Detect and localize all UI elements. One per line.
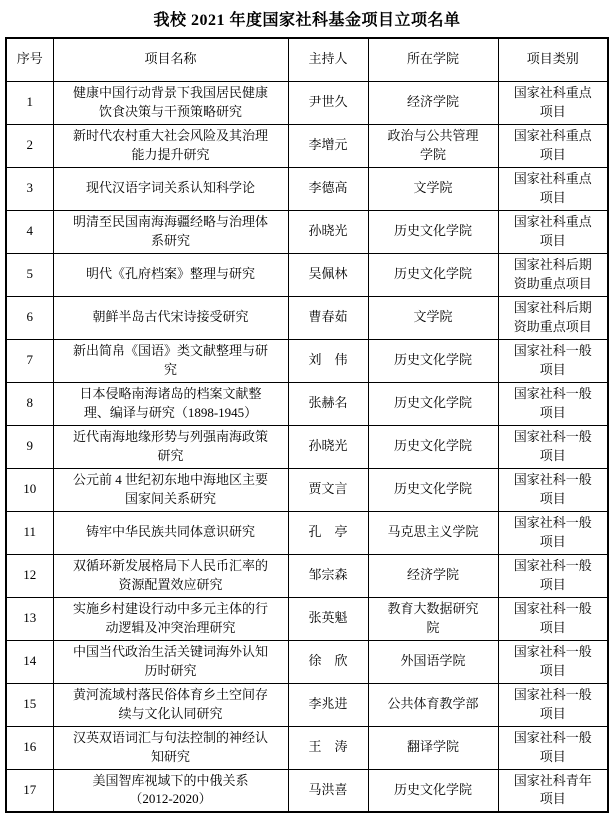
row-number-cell: 16 (6, 726, 53, 769)
project-category-cell: 国家社科一般项目 (498, 683, 608, 726)
table-row (6, 382, 608, 425)
project-leader-cell: 徐 欣 (288, 640, 368, 683)
table-header-row (6, 38, 608, 81)
table-row (6, 726, 608, 769)
table-body (6, 81, 608, 812)
row-number-cell: 10 (6, 468, 53, 511)
project-category-cell: 国家社科一般项目 (498, 425, 608, 468)
college-cell: 历史文化学院 (368, 468, 498, 511)
college-cell: 翻译学院 (368, 726, 498, 769)
table-row (6, 640, 608, 683)
project-category-cell: 国家社科一般项目 (498, 640, 608, 683)
project-leader-cell: 张英魁 (288, 597, 368, 640)
college-cell: 公共体育教学部 (368, 683, 498, 726)
college-cell: 外国语学院 (368, 640, 498, 683)
project-category-cell: 国家社科一般项目 (498, 339, 608, 382)
row-number-cell: 6 (6, 296, 53, 339)
row-number-cell: 5 (6, 253, 53, 296)
project-name-cell: 日本侵略南海诸岛的档案文献整理、编译与研究（1898-1945） (53, 382, 288, 425)
project-leader-cell: 吴佩林 (288, 253, 368, 296)
project-name-cell: 朝鲜半岛古代宋诗接受研究 (53, 296, 288, 339)
row-number-cell: 9 (6, 425, 53, 468)
project-category-cell: 国家社科后期资助重点项目 (498, 296, 608, 339)
project-name-cell: 新出简帛《国语》类文献整理与研究 (53, 339, 288, 382)
project-category-cell: 国家社科一般项目 (498, 554, 608, 597)
header-name: 项目名称 (53, 38, 288, 81)
row-number-cell: 13 (6, 597, 53, 640)
table-row (6, 339, 608, 382)
table-row (6, 468, 608, 511)
project-leader-cell: 孙晓光 (288, 425, 368, 468)
college-cell: 历史文化学院 (368, 425, 498, 468)
table-row (6, 554, 608, 597)
row-number-cell: 8 (6, 382, 53, 425)
table-row (6, 167, 608, 210)
project-name-cell: 实施乡村建设行动中多元主体的行动逻辑及冲突治理研究 (53, 597, 288, 640)
project-leader-cell: 张赫名 (288, 382, 368, 425)
college-cell: 经济学院 (368, 81, 498, 124)
row-number-cell: 15 (6, 683, 53, 726)
college-cell: 历史文化学院 (368, 382, 498, 425)
project-name-cell: 现代汉语字词关系认知科学论 (53, 167, 288, 210)
project-category-cell: 国家社科重点项目 (498, 81, 608, 124)
project-category-cell: 国家社科青年项目 (498, 769, 608, 812)
project-leader-cell: 贾文言 (288, 468, 368, 511)
project-category-cell: 国家社科重点项目 (498, 210, 608, 253)
project-table (5, 37, 609, 813)
header-leader: 主持人 (288, 38, 368, 81)
project-name-cell: 中国当代政治生活关键词海外认知历时研究 (53, 640, 288, 683)
project-name-cell: 汉英双语词汇与句法控制的神经认知研究 (53, 726, 288, 769)
college-cell: 历史文化学院 (368, 339, 498, 382)
project-leader-cell: 刘 伟 (288, 339, 368, 382)
table-row (6, 769, 608, 812)
row-number-cell: 17 (6, 769, 53, 812)
project-category-cell: 国家社科一般项目 (498, 597, 608, 640)
project-leader-cell: 李兆进 (288, 683, 368, 726)
project-leader-cell: 马洪喜 (288, 769, 368, 812)
header-no: 序号 (6, 38, 53, 81)
college-cell: 文学院 (368, 167, 498, 210)
project-category-cell: 国家社科一般项目 (498, 468, 608, 511)
row-number-cell: 1 (6, 81, 53, 124)
college-cell: 政治与公共管理学院 (368, 124, 498, 167)
project-category-cell: 国家社科重点项目 (498, 167, 608, 210)
project-name-cell: 公元前 4 世纪初东地中海地区主要国家间关系研究 (53, 468, 288, 511)
project-name-cell: 黄河流域村落民俗体育乡土空间存续与文化认同研究 (53, 683, 288, 726)
project-leader-cell: 曹春茹 (288, 296, 368, 339)
page-title: 我校 2021 年度国家社科基金项目立项名单 (153, 12, 461, 29)
project-category-cell: 国家社科后期资助重点项目 (498, 253, 608, 296)
project-leader-cell: 王 涛 (288, 726, 368, 769)
table-row (6, 81, 608, 124)
row-number-cell: 7 (6, 339, 53, 382)
project-name-cell: 新时代农村重大社会风险及其治理能力提升研究 (53, 124, 288, 167)
project-leader-cell: 尹世久 (288, 81, 368, 124)
table-row (6, 253, 608, 296)
project-category-cell: 国家社科一般项目 (498, 382, 608, 425)
table-row (6, 296, 608, 339)
project-leader-cell: 李德高 (288, 167, 368, 210)
project-name-cell: 健康中国行动背景下我国居民健康饮食决策与干预策略研究 (53, 81, 288, 124)
table-row (6, 124, 608, 167)
project-leader-cell: 孔 亭 (288, 511, 368, 554)
table-row (6, 210, 608, 253)
college-cell: 历史文化学院 (368, 210, 498, 253)
college-cell: 文学院 (368, 296, 498, 339)
table-row (6, 425, 608, 468)
table-row (6, 597, 608, 640)
project-leader-cell: 李增元 (288, 124, 368, 167)
project-name-cell: 双循环新发展格局下人民币汇率的资源配置效应研究 (53, 554, 288, 597)
project-name-cell: 明清至民国南海海疆经略与治理体系研究 (53, 210, 288, 253)
row-number-cell: 12 (6, 554, 53, 597)
project-category-cell: 国家社科一般项目 (498, 726, 608, 769)
college-cell: 历史文化学院 (368, 769, 498, 812)
header-college: 所在学院 (368, 38, 498, 81)
project-name-cell: 铸牢中华民族共同体意识研究 (53, 511, 288, 554)
row-number-cell: 14 (6, 640, 53, 683)
table-row (6, 511, 608, 554)
college-cell: 经济学院 (368, 554, 498, 597)
college-cell: 马克思主义学院 (368, 511, 498, 554)
project-category-cell: 国家社科重点项目 (498, 124, 608, 167)
project-category-cell: 国家社科一般项目 (498, 511, 608, 554)
row-number-cell: 3 (6, 167, 53, 210)
college-cell: 历史文化学院 (368, 253, 498, 296)
project-name-cell: 美国智库视域下的中俄关系（2012-2020） (53, 769, 288, 812)
college-cell: 教育大数据研究院 (368, 597, 498, 640)
row-number-cell: 11 (6, 511, 53, 554)
project-name-cell: 明代《孔府档案》整理与研究 (53, 253, 288, 296)
row-number-cell: 4 (6, 210, 53, 253)
project-name-cell: 近代南海地缘形势与列强南海政策研究 (53, 425, 288, 468)
project-leader-cell: 孙晓光 (288, 210, 368, 253)
header-category: 项目类别 (498, 38, 608, 81)
row-number-cell: 2 (6, 124, 53, 167)
project-leader-cell: 邹宗森 (288, 554, 368, 597)
table-row (6, 683, 608, 726)
